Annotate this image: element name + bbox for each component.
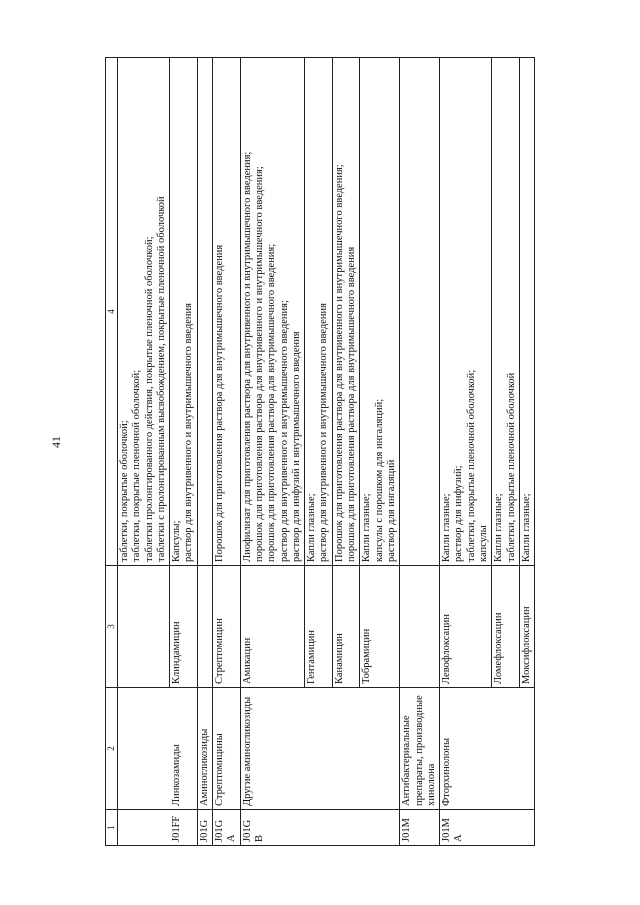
atc-code [118, 810, 170, 846]
atc-code [332, 810, 360, 846]
table-row [400, 58, 440, 846]
group-name: Стрептомицины [213, 688, 241, 810]
dosage-forms [197, 58, 212, 566]
form-line: Капли глазные; [361, 493, 373, 562]
dosage-forms [492, 58, 520, 566]
drug-name: Канамицин [332, 566, 360, 688]
dosage-forms [240, 58, 304, 566]
dosage-forms [519, 58, 534, 566]
atc-code: J01FF [170, 810, 198, 846]
atc-code: J01GA [213, 810, 241, 846]
form-line: таблетки пролонгированного действия, покрытые пленочной оболочкой; [143, 236, 155, 562]
form-line: раствор для внутривенного и внутримышечного введения [183, 303, 195, 562]
header-row [106, 58, 118, 846]
table-row [213, 58, 241, 846]
table-row [305, 58, 333, 846]
group-name: Аминогликозиды [197, 688, 212, 810]
drug-name: Гентамицин [305, 566, 333, 688]
dosage-forms [213, 58, 241, 566]
form-line: раствор для ингаляций [385, 459, 397, 562]
group-name [492, 688, 520, 810]
form-line: Порошок для приготовления раствора для внутривенного и внутримышечного введения; [333, 164, 345, 562]
form-line: Капсулы; [171, 520, 183, 562]
form-line: таблетки, покрытые пленочной оболочкой [505, 372, 517, 562]
form-line: капсулы [478, 525, 490, 562]
atc-code [305, 810, 333, 846]
drug-name: Левофлоксацин [440, 566, 492, 688]
form-line: таблетки, покрытые пленочной оболочкой; [131, 369, 143, 562]
drug-name: Амикацин [240, 566, 304, 688]
drug-name: Клиндамицин [170, 566, 198, 688]
page-number: 41 [49, 436, 63, 448]
group-name: Другие аминогликозиды [240, 688, 304, 810]
group-name: Антибактериальные препараты, производные хинолона [400, 688, 440, 810]
col-header: 2 [106, 688, 118, 810]
form-line: Лиофилизат для приготовления раствора для внутривенного и внутримышечного введения; [241, 151, 253, 562]
table-row [519, 58, 534, 846]
atc-code: J01G [197, 810, 212, 846]
col-header: 1 [106, 810, 118, 846]
dosage-forms [400, 58, 440, 566]
form-line: порошок для приготовления раствора для внутривенного и внутримышечного введения; [253, 166, 265, 562]
drug-name: Ломефлоксацин [492, 566, 520, 688]
form-line: таблетки, покрытые пленочной оболочкой; [465, 369, 477, 562]
form-line: порошок для приготовления раствора для внутримышечного введения [346, 246, 358, 562]
form-line: Капли глазные; [306, 493, 318, 562]
table-row [492, 58, 520, 846]
drug-name [400, 566, 440, 688]
group-name: Фторхинолоны [440, 688, 492, 810]
group-name [360, 688, 400, 810]
table-row [440, 58, 492, 846]
drug-name: Моксифлоксацин [519, 566, 534, 688]
group-name [118, 688, 170, 810]
rotated-table-container [105, 58, 610, 846]
form-line: таблетки, покрытые оболочкой; [119, 420, 130, 562]
form-line: раствор для внутривенного и внутримышечного введения [318, 303, 330, 562]
drug-name [197, 566, 212, 688]
drug-table [105, 57, 535, 846]
form-line: Порошок для приготовления раствора для внутримышечного введения [214, 244, 226, 562]
form-line: раствор для инфузий; [453, 465, 465, 562]
form-line: Капли глазные; [520, 493, 532, 562]
group-name [305, 688, 333, 810]
group-name [519, 688, 534, 810]
table-row [118, 58, 170, 846]
dosage-forms [440, 58, 492, 566]
group-name: Линкозамиды [170, 688, 198, 810]
dosage-forms [360, 58, 400, 566]
dosage-forms [305, 58, 333, 566]
form-line: капсулы с порошком для ингаляций; [373, 398, 385, 562]
table-row [170, 58, 198, 846]
atc-code: J01GB [240, 810, 304, 846]
drug-name: Стрептомицин [213, 566, 241, 688]
drug-name [118, 566, 170, 688]
col-header: 4 [106, 58, 118, 566]
form-line: Капли глазные; [441, 493, 453, 562]
table-row [332, 58, 360, 846]
form-line: раствор для инфузий и внутримышечного введения [290, 331, 302, 562]
atc-code [492, 810, 520, 846]
table-row [197, 58, 212, 846]
atc-code: J01MA [440, 810, 492, 846]
dosage-forms [332, 58, 360, 566]
atc-code: J01M [400, 810, 440, 846]
col-header: 3 [106, 566, 118, 688]
form-line: порошок для приготовления раствора для внутримышечного введения; [266, 243, 278, 562]
atc-code [360, 810, 400, 846]
form-line: таблетки с пролонгированным высвобождением, покрытые пленочной оболочкой [155, 196, 167, 562]
drug-name: Тобрамицин [360, 566, 400, 688]
dosage-forms [118, 58, 170, 566]
group-name [332, 688, 360, 810]
dosage-forms [170, 58, 198, 566]
form-line: Капли глазные; [493, 493, 505, 562]
table-row [240, 58, 304, 846]
table-row [360, 58, 400, 846]
form-line: раствор для внутривенного и внутримышечного введения; [278, 300, 290, 562]
atc-code [519, 810, 534, 846]
